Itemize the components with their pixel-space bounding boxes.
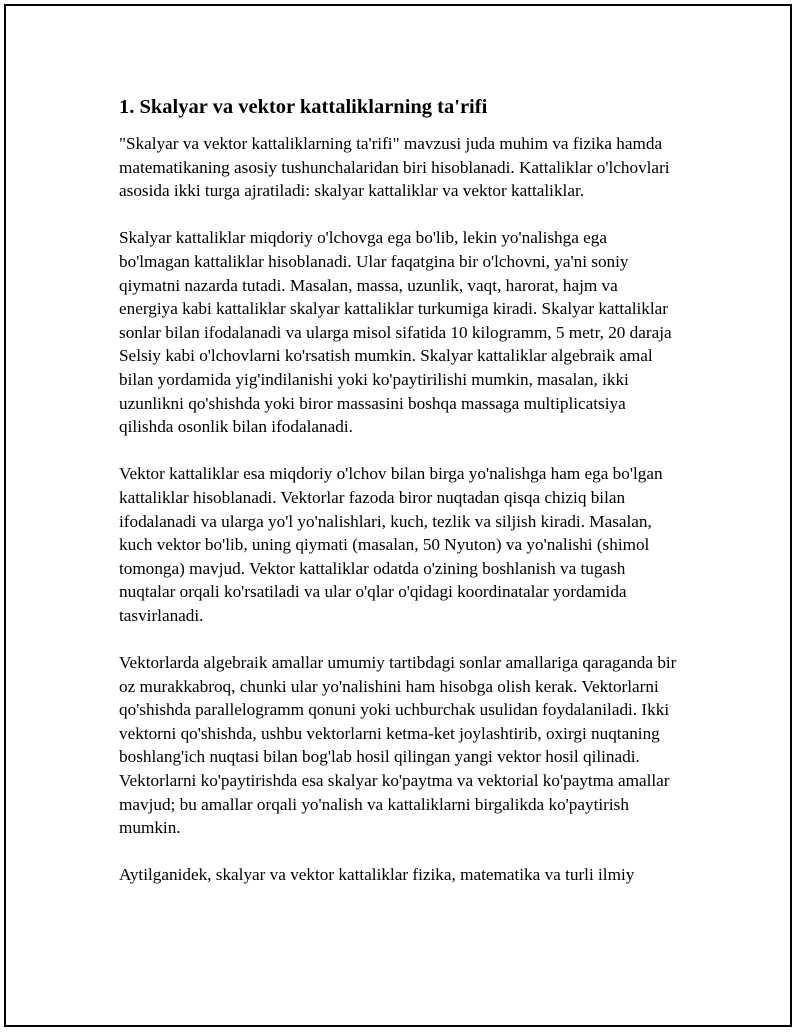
- paragraph-scalar: Skalyar kattaliklar miqdoriy o'lchovga ega bo'lib, lekin yo'nalishga ega bo'lmagan kattaliklar hisoblanadi. Ular faqatgina bir o'lchovni, ya'ni soniy qiymatni nazarda tutadi. Masalan, massa, uzunlik, vaqt, harorat, hajm va energiya kabi kattaliklar skalyar kattaliklar turkumiga kiradi. Skalyar kattaliklar sonlar bilan ifodalanadi va ularga misol sifatida 10 kilogramm, 5 metr, 20 daraja Selsiy kabi o'lchovlarni ko'rsatish mumkin. Skalyar kattaliklar algebraik amal bilan yordamida yig'indilanishi yoki ko'paytirilishi mumkin, masalan, ikki uzunlikni qo'shishda yoki biror massasini boshqa massaga multiplicatsiya qilishda osonlik bilan ifodalanadi.: [119, 228, 672, 437]
- document-content: [119, 94, 679, 911]
- section-heading: 1. Skalyar va vektor kattaliklarning ta'rifi: [119, 96, 488, 118]
- paragraph-intro: "Skalyar va vektor kattaliklarning ta'rifi" mavzusi juda muhim va fizika hamda matematikaning asosiy tushunchalaridan biri hisoblanadi. Kattaliklar o'lchovlari asosida ikki turga ajratiladi: skalyar kattaliklar va vektor kattaliklar.: [119, 134, 670, 201]
- paragraph-vector-operations: Vektorlarda algebraik amallar umumiy tartibdagi sonlar amallariga qaraganda bir oz murakkabroq, chunki ular yo'nalishini ham hisobga olish kerak. Vektorlarni qo'shishda parallelogramm qonuni yoki uchburchak usulidan foydalaniladi. Ikki vektorni qo'shishda, ushbu vektorlarni ketma-ket joylashtirib, oxirgi nuqtaning boshlang'ich nuqtasi bilan bog'lab hosil qilingan yangi vektor hosil qilinadi. Vektorlarni ko'paytirishda esa skalyar ko'paytma va vektorial ko'paytma amallar mavjud; bu amallar orqali yo'nalish va kattaliklarni birgalikda ko'paytirish mumkin.: [119, 653, 677, 838]
- document-page: [4, 4, 792, 1027]
- paragraph-conclusion: Aytilganidek, skalyar va vektor kattaliklar fizika, matematika va turli ilmiy: [119, 865, 635, 885]
- paragraph-vector: Vektor kattaliklar esa miqdoriy o'lchov bilan birga yo'nalishga ham ega bo'lgan kattaliklar hisoblanadi. Vektorlar fazoda biror nuqtadan qisqa chiziq bilan ifodalanadi va ularga yo'l yo'nalishlari, kuch, tezlik va siljish kiradi. Masalan, kuch vektor bo'lib, uning qiymati (masalan, 50 Nyuton) va yo'nalishi (shimol tomonga) mavjud. Vektor kattaliklar odatda o'zining boshlanish va tugash nuqtalar orqali ko'rsatiladi va ular o'qlar o'qidagi koordinatalar yordamida tasvirlanadi.: [119, 464, 663, 625]
